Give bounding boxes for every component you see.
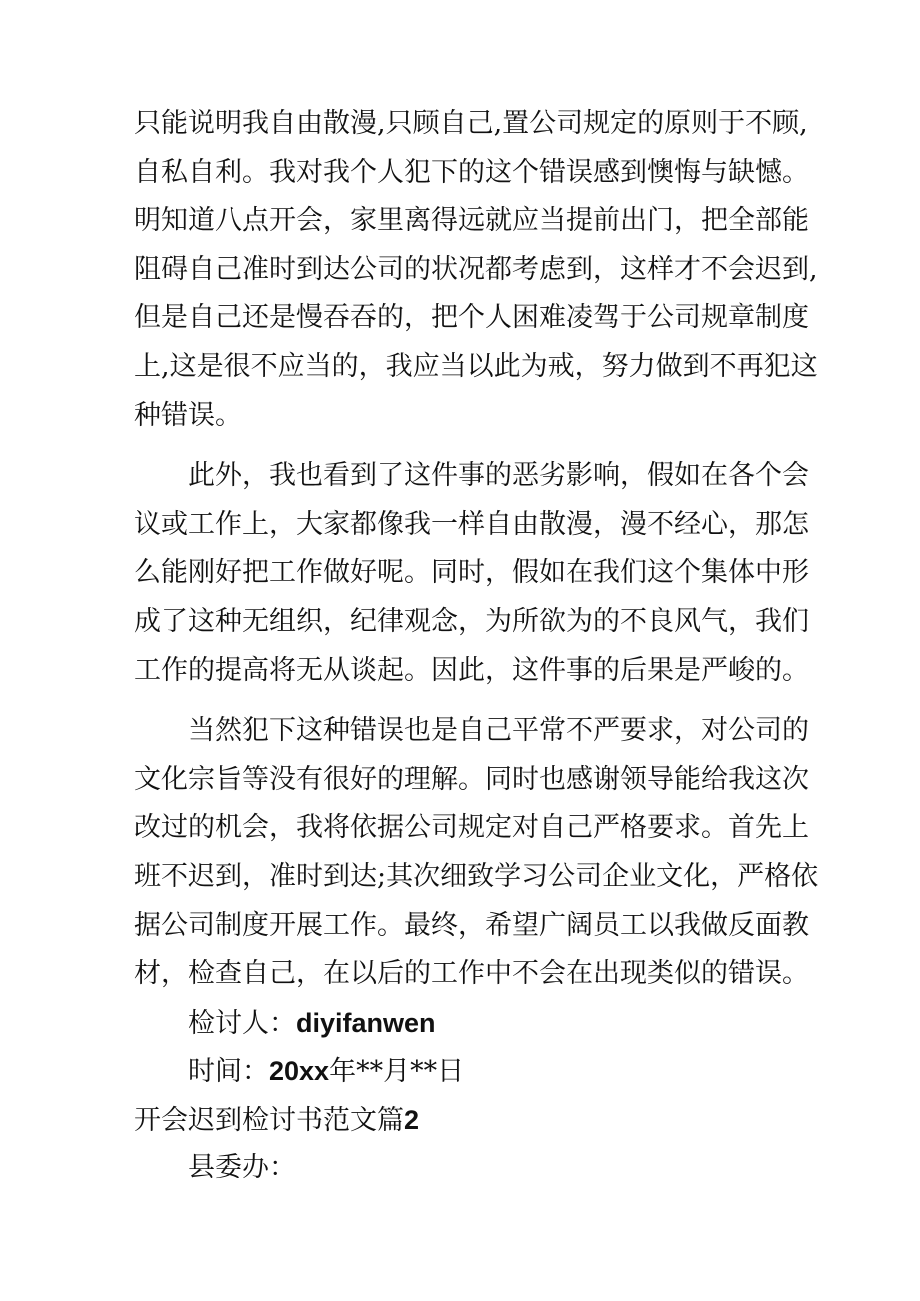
text-line: 明知道八点开会，家里离得远就应当提前出门，把全部能 [134, 205, 809, 237]
text-line: 么能刚好把工作做好呢。同时，假如在我们这个集体中形 [134, 557, 809, 589]
text-line: 只能说明我自由散漫,只顾自己,置公司规定的原则于不顾, [134, 108, 808, 139]
section-heading-number: 2 [404, 1104, 420, 1135]
section-heading-text: 开会迟到检讨书范文篇 [134, 1104, 404, 1136]
signature-label: 检讨人： [188, 1007, 296, 1039]
text-line: 上,这是很不应当的，我应当以此为戒，努力做到不再犯这 [134, 350, 818, 382]
date-line [134, 1047, 790, 1096]
document-body [134, 100, 819, 1193]
text-line: 此外，我也看到了这件事的恶劣影响，假如在各个会 [188, 460, 809, 492]
paragraph-continuation [134, 100, 818, 440]
text-line: 种错误。 [134, 399, 242, 431]
text-line: 班不迟到，准时到达;其次细致学习公司企业文化，严格依 [134, 860, 819, 892]
signature-line [134, 999, 790, 1048]
text-line: 文化宗旨等没有很好的理解。同时也感谢领导能给我这次 [134, 763, 809, 795]
text-line: 阻碍自己准时到达公司的状况都考虑到，这样才不会迟到, [134, 253, 818, 285]
date-year: 20xx [269, 1056, 330, 1087]
text-line: 材，检查自己，在以后的工作中不会在出现类似的错误。 [134, 958, 809, 990]
signature-name: diyifanwen [296, 1007, 436, 1038]
text-line: 据公司制度开展工作。最终，希望广阔员工以我做反面教 [134, 909, 809, 941]
text-line: 自私自利。我对我个人犯下的这个错误感到懊悔与缺憾。 [134, 156, 809, 188]
text-line: 但是自己还是慢吞吞的，把个人困难凌驾于公司规章制度 [134, 302, 809, 334]
date-label: 时间： [188, 1056, 269, 1088]
text-line: 议或工作上，大家都像我一样自由散漫，漫不经心，那怎 [134, 508, 809, 540]
paragraph-impact [134, 452, 809, 695]
text-line: 成了这种无组织，纪律观念，为所欲为的不良风气，我们 [134, 605, 809, 637]
addressee: 县委办： [188, 1152, 296, 1184]
paragraph-commitment [134, 707, 819, 999]
text-line: 改过的机会，我将依据公司规定对自己严格要求。首先上 [134, 812, 809, 844]
section-heading [134, 1096, 790, 1145]
addressee-line [134, 1144, 790, 1193]
text-line: 工作的提高将无从谈起。因此，这件事的后果是严峻的。 [134, 654, 809, 686]
text-line: 当然犯下这种错误也是自己平常不严要求，对公司的 [188, 715, 809, 747]
date-rest: 年**月**日 [329, 1056, 465, 1088]
